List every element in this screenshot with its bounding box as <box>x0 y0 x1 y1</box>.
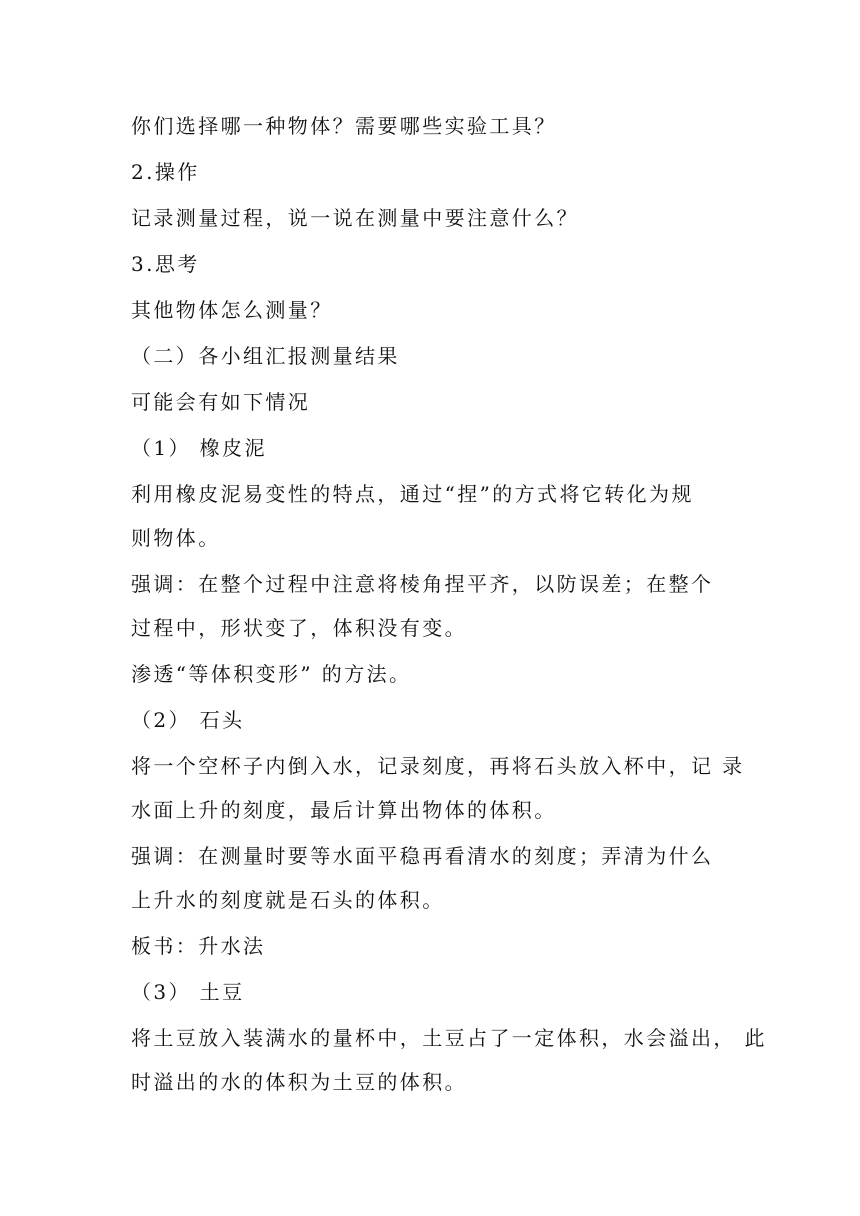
text-line: 板书：升水法 <box>131 934 266 958</box>
text-line: 你们选择哪一种物体？需要哪些实验工具？ <box>131 114 557 138</box>
text-line: 强调：在测量时要等水面平稳再看清水的刻度；弄清为什么 <box>131 844 714 868</box>
section-heading-report: （二）各小组汇报测量结果 <box>131 344 400 368</box>
text-line: 将土豆放入装满水的量杯中，土豆占了一定体积，水会溢出， 此 <box>131 1026 767 1050</box>
text-line: 可能会有如下情况 <box>131 390 311 414</box>
text-line: 上升水的刻度就是石头的体积。 <box>131 888 445 912</box>
section-heading-think: 3.思考 <box>131 252 200 276</box>
subheading-stone: （2） 石头 <box>131 708 245 732</box>
text-line: 将一个空杯子内倒入水，记录刻度，再将石头放入杯中，记 录 <box>131 754 745 778</box>
text-line: 过程中，形状变了，体积没有变。 <box>131 616 467 640</box>
section-heading-operate: 2.操作 <box>131 160 200 184</box>
text-line: 其他物体怎么测量？ <box>131 298 333 322</box>
text-line: 时溢出的水的体积为土豆的体积。 <box>131 1070 467 1094</box>
text-line: 水面上升的刻度，最后计算出物体的体积。 <box>131 798 557 822</box>
text-line: 渗透“等体积变形” 的方法。 <box>131 662 412 686</box>
text-line: 则物体。 <box>131 526 221 550</box>
text-line: 记录测量过程，说一说在测量中要注意什么？ <box>131 206 579 230</box>
subheading-potato: （3） 土豆 <box>131 980 245 1004</box>
text-line: 利用橡皮泥易变性的特点，通过“捏”的方式将它转化为规 <box>131 482 694 506</box>
text-line: 强调：在整个过程中注意将棱角捏平齐，以防误差；在整个 <box>131 572 714 596</box>
subheading-plasticine: （1） 橡皮泥 <box>131 436 267 460</box>
